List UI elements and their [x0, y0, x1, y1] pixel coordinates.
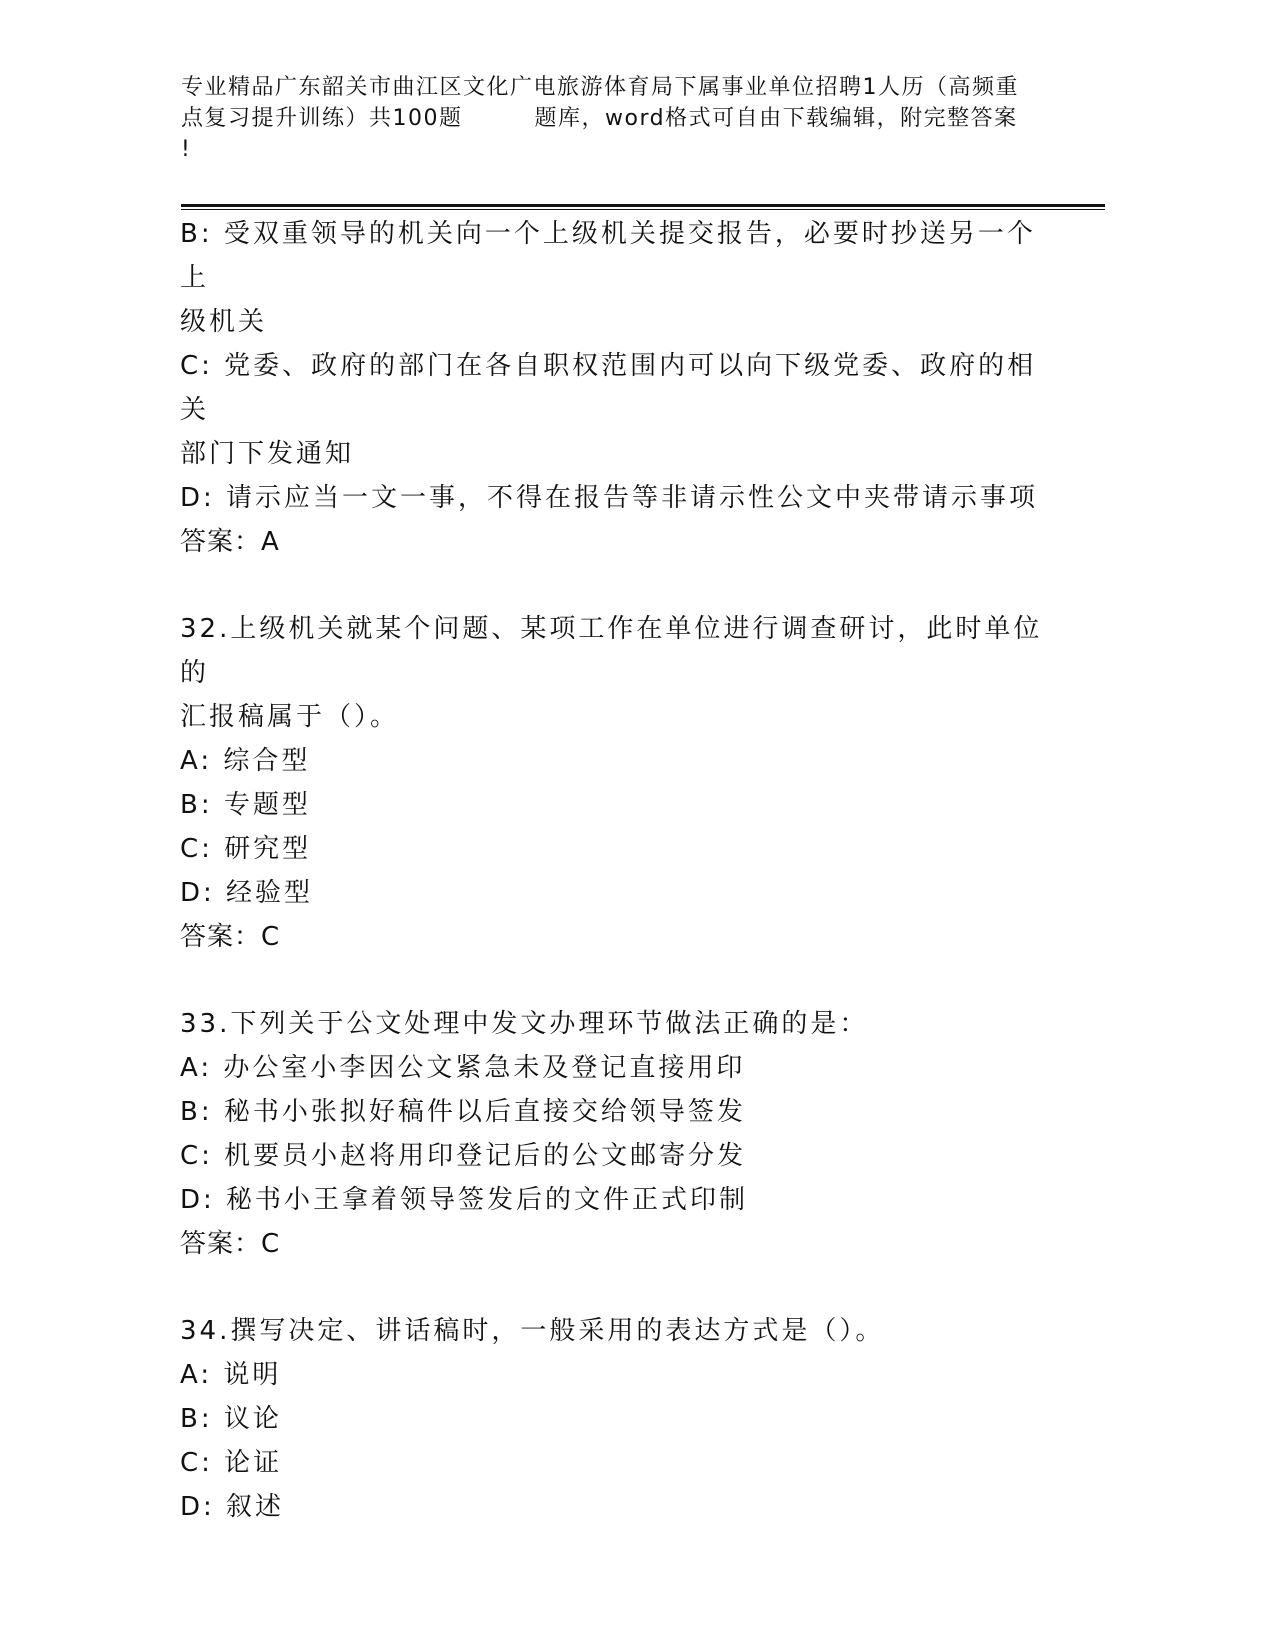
- header-divider-thin: [181, 209, 1105, 210]
- option-a: A: 说明: [180, 1360, 282, 1390]
- option-c: C: 研究型: [180, 834, 312, 864]
- header-line-1: 专业精品广东韶关市曲江区文化广电旅游体育局下属事业单位招聘1人历（高频重: [181, 75, 1019, 100]
- question-33: [180, 1002, 1060, 1266]
- option-a: A: 综合型: [180, 746, 311, 776]
- option-c: C: 论证: [180, 1448, 283, 1478]
- header-line-2-part-1: 点复习提升训练）共100题: [181, 106, 463, 131]
- question-content: [180, 212, 1060, 1529]
- question-stem: 汇报稿属于（）。: [180, 702, 400, 732]
- option-b: B: 议论: [180, 1404, 282, 1434]
- answer-line: [180, 1222, 1060, 1266]
- answer-value: A: [261, 527, 280, 557]
- answer-value: C: [261, 922, 281, 952]
- option-d: D: 叙述: [180, 1492, 285, 1522]
- header-divider-thick: [181, 204, 1105, 207]
- option-c: C: 机要员小赵将用印登记后的公文邮寄分发: [180, 1141, 747, 1171]
- answer-label: 答案：: [180, 527, 262, 557]
- option-line: 级机关: [180, 307, 268, 337]
- answer-line: [180, 915, 1060, 959]
- option-line: 部门下发通知: [180, 439, 355, 469]
- question-32: [180, 607, 1060, 959]
- option-d: D: 经验型: [180, 878, 314, 908]
- header-line-2: [181, 103, 1061, 134]
- question-stem: 33.下列关于公文处理中发文办理环节做法正确的是：: [180, 1009, 869, 1039]
- answer-label: 答案：: [180, 1229, 262, 1259]
- answer-label: 答案：: [180, 922, 262, 952]
- option-line: D: 请示应当一文一事，不得在报告等非请示性公文中夹带请示事项: [180, 483, 1039, 513]
- option-b: B: 秘书小张拟好稿件以后直接交给领导签发: [180, 1097, 746, 1127]
- answer-value: C: [261, 1229, 281, 1259]
- option-a: A: 办公室小李因公文紧急未及登记直接用印: [180, 1053, 746, 1083]
- header-line-2-part-2: 题库，word格式可自由下载编辑，附完整答案: [534, 106, 1018, 131]
- question-34: [180, 1309, 1060, 1529]
- question-stem: 34.撰写决定、讲话稿时，一般采用的表达方式是（）。: [180, 1316, 885, 1346]
- answer-line: [180, 520, 1060, 564]
- header-line-3: !: [181, 137, 192, 162]
- prev-question-block: [180, 212, 1060, 564]
- question-stem: 32.上级机关就某个问题、某项工作在单位进行调查研讨，此时单位的: [180, 614, 1043, 688]
- option-line: C: 党委、政府的部门在各自职权范围内可以向下级党委、政府的相关: [180, 351, 1037, 425]
- option-d: D: 秘书小王拿着领导签发后的文件正式印制: [180, 1185, 749, 1215]
- document-header: [181, 72, 1061, 165]
- option-line: B: 受双重领导的机关向一个上级机关提交报告，必要时抄送另一个上: [180, 219, 1036, 293]
- option-b: B: 专题型: [180, 790, 311, 820]
